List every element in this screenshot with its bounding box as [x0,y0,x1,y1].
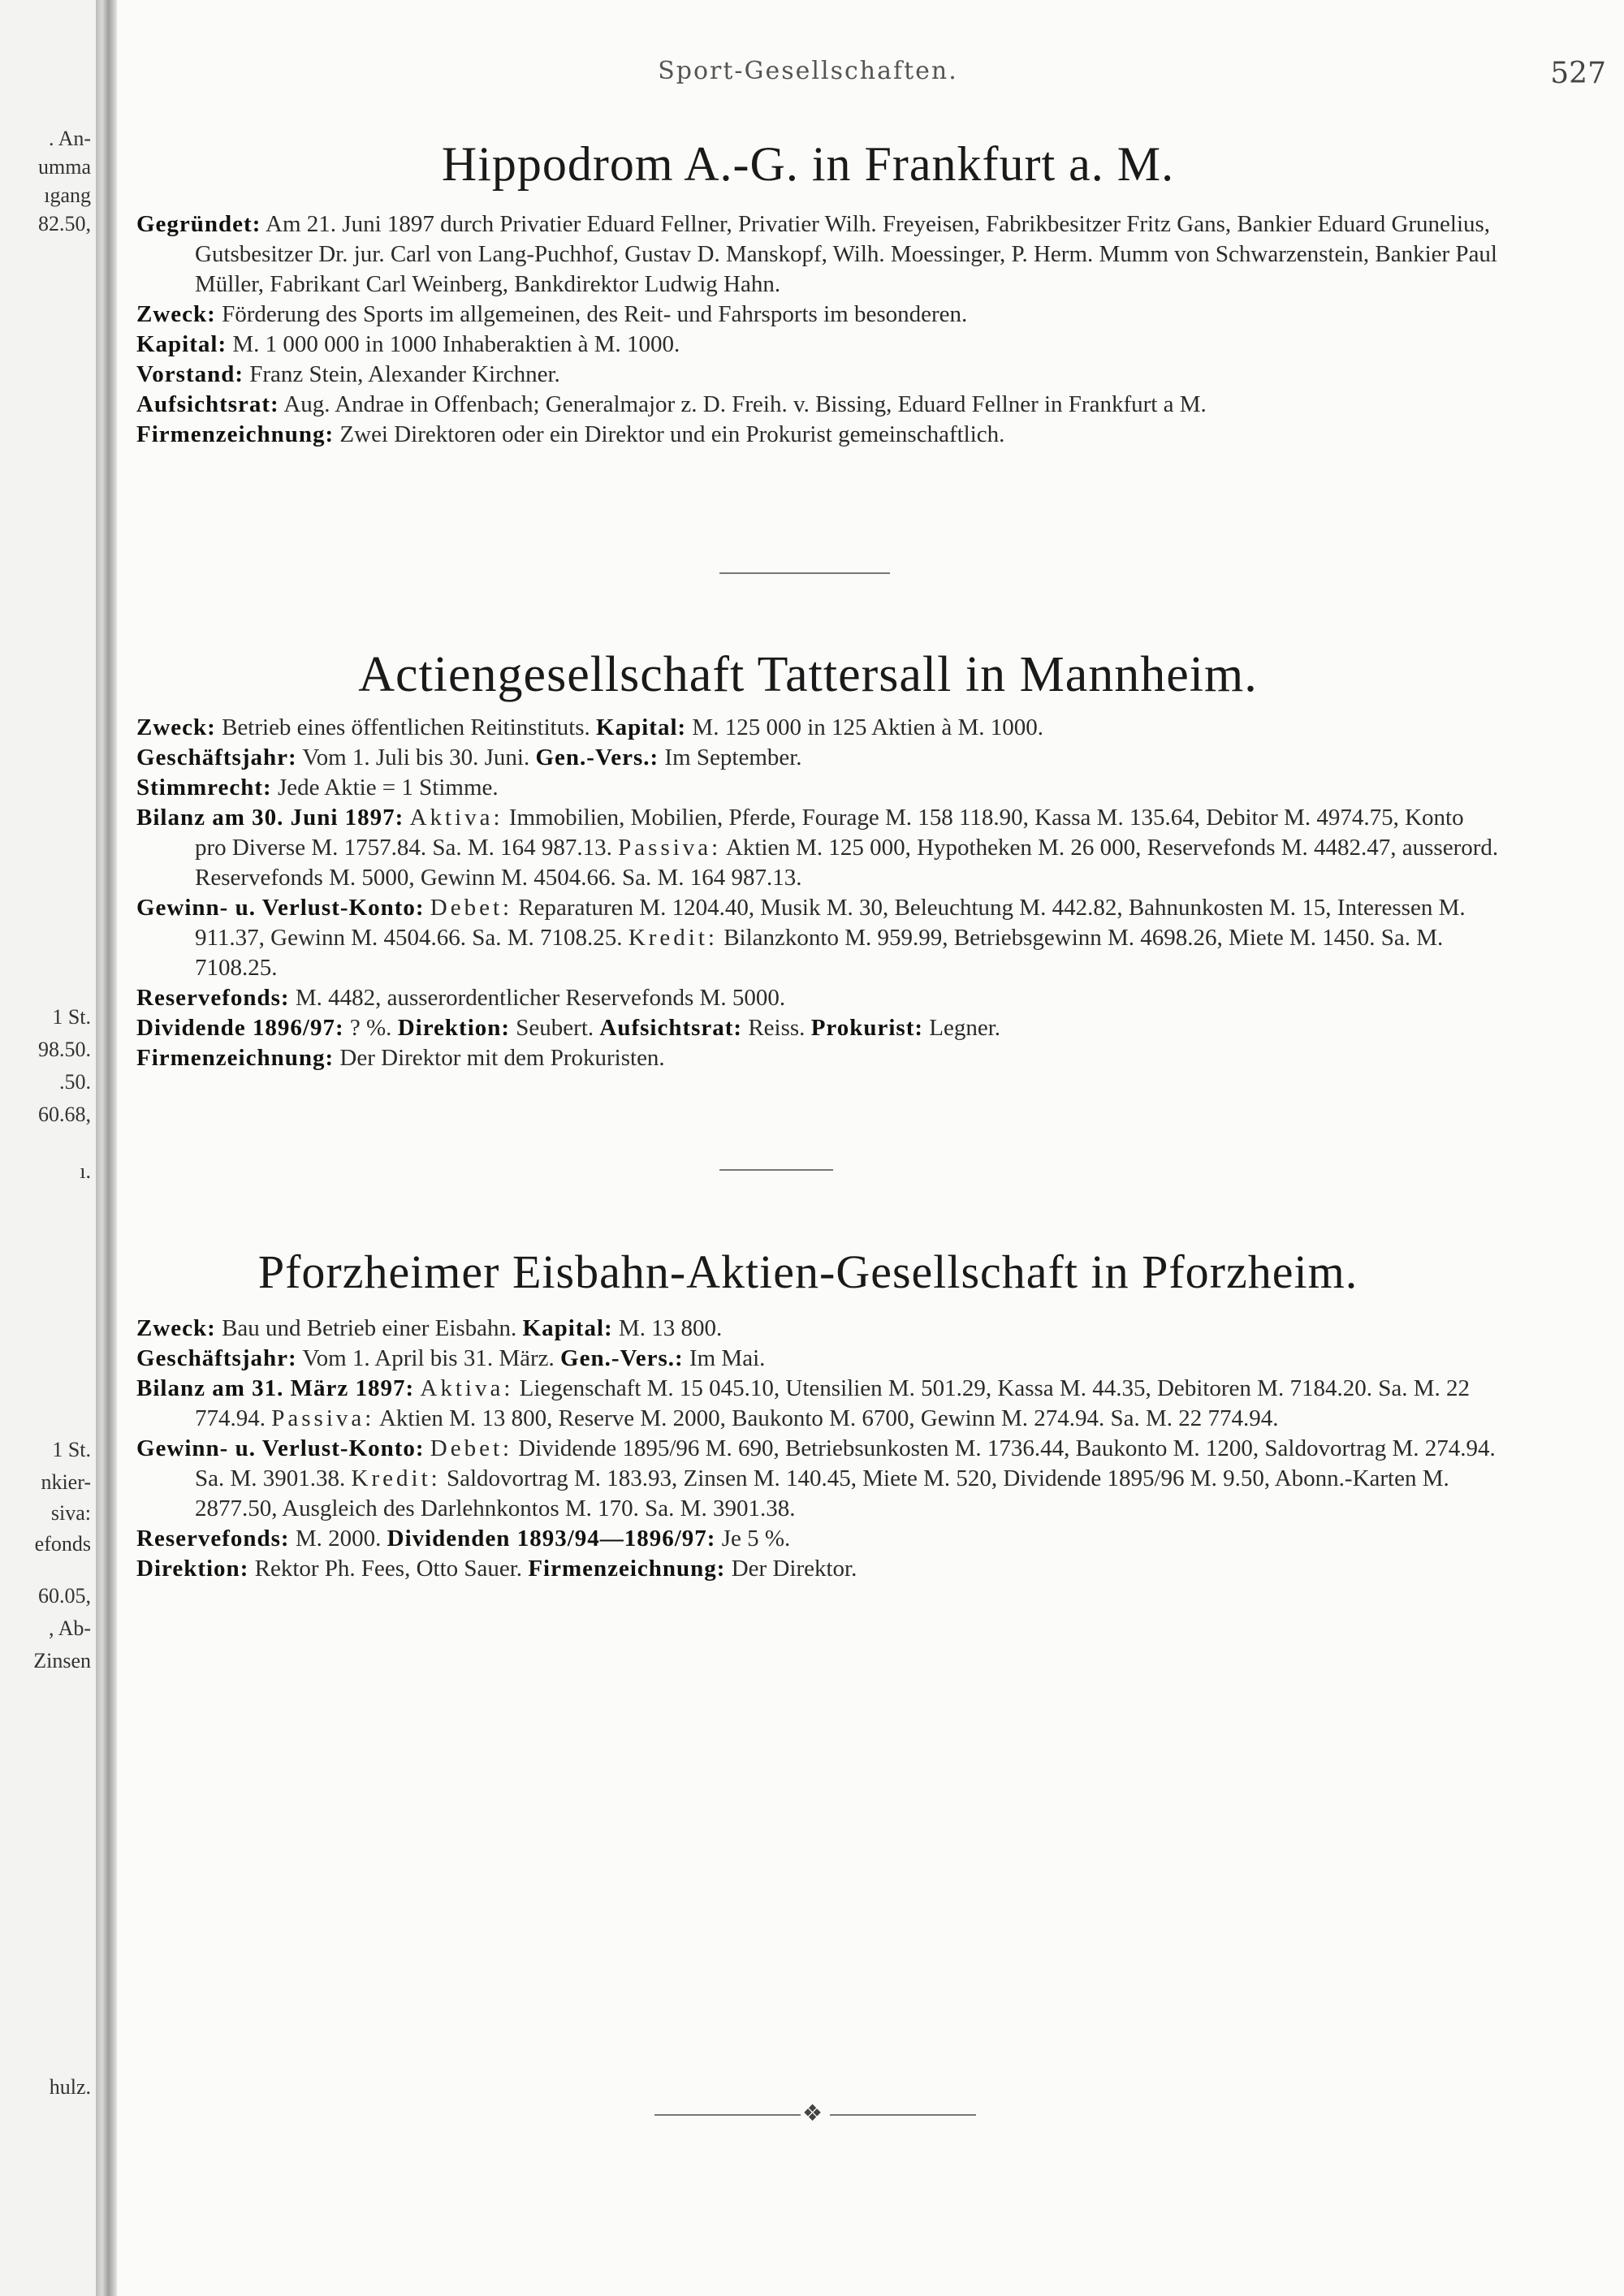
field-label: Direktion: [397,1015,511,1041]
field-label: Gegründet: [136,211,261,237]
field-value: Je 5 %. [721,1526,791,1552]
field-value: Kredit: [351,1465,441,1491]
field-label: Geschäftsjahr: [136,1345,297,1371]
field-value: Passiva: [618,835,722,861]
field-value: Im Mai. [689,1345,766,1371]
field-value: Aktien M. 125 000, Hypotheken M. 26 000, Reservefonds M. 4482.47, ausserord. Reservefonds M. 5000, Gewinn M. 4504.66. Sa. M. 164 987.13. [195,835,1499,891]
entry-line [136,1554,1501,1584]
field-value: Bilanzkonto M. 959.99, Betriebsgewinn M. 4698.26, Miete M. 1450. Sa. M. 7108.25. [195,925,1444,981]
margin-text: 98.50. [38,1038,91,1061]
field-label: Dividende 1896/97: [136,1015,344,1041]
field-label: Reservefonds: [136,1526,290,1552]
field-label: Zweck: [136,1315,216,1341]
field-label: Gen.-Vers.: [560,1345,684,1371]
field-value: Förderung des Sports im allgemeinen, des Reit- und Fahrsports im besonderen. [222,301,968,327]
ornament-diamond-icon: ❖ [802,2100,823,2126]
entry-line [136,713,1501,743]
entry-line [136,773,1501,803]
entry-line [136,360,1501,390]
field-label: Kapital: [522,1315,613,1341]
entry-line [136,1314,1501,1344]
entry-line [136,1524,1501,1554]
field-value: Passiva: [271,1405,375,1431]
ornament-rule-right [830,2114,976,2116]
section-title-hippodrom: Hippodrom A.-G. in Frankfurt a. M. [441,137,1175,191]
field-value: Reiss. [748,1015,806,1041]
margin-text: Zinsen [33,1649,91,1672]
field-value: Liegenschaft M. 15 045.10, Utensilien M. 501.29, Kassa M. 44.35, Debitoren M. 7184.20. Sa. M. 22 774.94. [195,1375,1470,1431]
field-label: Vorstand: [136,361,244,387]
field-value: M. 13 800. [618,1315,723,1341]
entry-line [136,1344,1501,1374]
field-label: Bilanz am 31. März 1897: [136,1375,415,1401]
company-entry-tattersall [136,713,1501,1073]
field-value: Franz Stein, Alexander Kirchner. [249,361,560,387]
entry-line [136,1374,1501,1434]
field-label: Prokurist: [810,1015,924,1041]
field-value: Aktiva: [420,1375,514,1401]
field-value: Rektor Ph. Fees, Otto Sauer. [254,1556,523,1582]
running-head [130,57,1616,89]
entry-line [136,1013,1501,1043]
field-value: Seubert. [516,1015,594,1041]
entry-line [136,1043,1501,1073]
field-label: Geschäftsjahr: [136,744,297,770]
margin-text: .50. [59,1070,91,1094]
field-value: Aktien M. 13 800, Reserve M. 2000, Baukonto M. 6700, Gewinn M. 274.94. Sa. M. 22 774.94. [378,1405,1279,1431]
field-label: Dividenden 1893/94—1896/97: [387,1526,716,1552]
field-value: Saldovortrag M. 183.93, Zinsen M. 140.45, Miete M. 520, Dividende 1895/96 M. 9.50, Abonn.-Karten M. 2877.50, Ausgleich des Darlehnkontos M. 170. Sa. M. 3901.38. [195,1465,1449,1521]
entry-line [136,300,1501,330]
field-label: Gewinn- u. Verlust-Konto: [136,1435,425,1461]
margin-text: nkier- [41,1470,91,1494]
field-value: Aktiva: [409,805,503,831]
running-head-title: Sport-Gesellschaften. [658,57,958,85]
margin-text: 60.05, [38,1584,91,1608]
field-label: Aufsichtsrat: [136,391,279,417]
ornament-rule-left [654,2114,801,2116]
company-entry-pforzheimer-eisbahn [136,1314,1501,1584]
field-value: Zwei Direktoren oder ein Direktor und ein Prokurist gemeinschaftlich. [339,421,1005,447]
field-value: M. 2000. [295,1526,382,1552]
field-label: Reservefonds: [136,985,290,1011]
field-value: Kredit: [628,925,718,951]
field-label: Aufsichtsrat: [599,1015,743,1041]
field-label: Firmenzeichnung: [528,1556,726,1582]
field-label: Direktion: [136,1556,249,1582]
margin-text: . An- [49,127,91,150]
section-title-pforzheimer-eisbahn: Pforzheimer Eisbahn-Aktien-Gesellschaft in Pforzheim. [257,1245,1358,1298]
field-value: Dividende 1895/96 M. 690, Betriebsunkosten M. 1736.44, Baukonto M. 1200, Saldovortrag M. 274.94. Sa. M. 3901.38. [195,1435,1496,1491]
section-divider [719,572,890,574]
field-label: Gewinn- u. Verlust-Konto: [136,895,425,921]
field-label: Gen.-Vers.: [535,744,659,770]
margin-text: ı. [80,1159,91,1183]
field-value: ? %. [349,1015,392,1041]
field-value: Reparaturen M. 1204.40, Musik M. 30, Beleuchtung M. 442.82, Bahnunkosten M. 15, Interessen M. 911.37, Gewinn M. 4504.66. Sa. M. 7108.25. [195,895,1466,951]
margin-text: 60.68, [38,1103,91,1126]
entry-line [136,803,1501,893]
field-value: M. 4482, ausserordentlicher Reservefonds M. 5000. [295,985,786,1011]
margin-text: 1 St. [52,1438,91,1461]
margin-text: hulz. [49,2075,91,2099]
adjacent-page-margin [0,0,96,2296]
margin-text: efonds [34,1532,91,1556]
field-value: Vom 1. April bis 31. März. [302,1345,555,1371]
margin-text: umma [38,155,91,179]
field-value: Bau und Betrieb einer Eisbahn. [222,1315,517,1341]
field-value: Immobilien, Mobilien, Pferde, Fourage M. 158 118.90, Kassa M. 135.64, Debitor M. 4974.75, Konto pro Diverse M. 1757.84. Sa. M. 164 987.13. [195,805,1464,861]
company-entry-hippodrom [136,209,1501,450]
field-value: M. 125 000 in 125 Aktien à M. 1000. [692,714,1044,740]
field-value: M. 1 000 000 in 1000 Inhaberaktien à M. 1000. [232,331,680,357]
entry-line [136,330,1501,360]
entry-line [136,1434,1501,1524]
field-label: Kapital: [136,331,227,357]
field-label: Firmenzeichnung: [136,1045,335,1071]
field-value: Legner. [929,1015,1001,1041]
margin-text: siva: [50,1501,91,1525]
field-label: Stimmrecht: [136,775,272,801]
document-page [130,0,1616,2296]
page-number: 527 [1550,57,1606,90]
entry-line [136,893,1501,983]
field-value: Im September. [664,744,802,770]
book-binding-shadow [96,0,117,2296]
field-value: Debet: [430,895,513,921]
field-label: Bilanz am 30. Juni 1897: [136,805,404,831]
field-value: Aug. Andrae in Offenbach; Generalmajor z. D. Freih. v. Bissing, Eduard Fellner in Frankfurt a M. [283,391,1207,417]
section-title-tattersall: Actiengesellschaft Tattersall in Mannheim. [358,647,1258,702]
entry-line [136,743,1501,773]
margin-text: 82.50, [38,212,91,235]
field-label: Kapital: [596,714,687,740]
entry-line [136,420,1501,450]
field-label: Firmenzeichnung: [136,421,335,447]
section-divider [719,1169,833,1171]
field-label: Zweck: [136,301,216,327]
entry-line [136,983,1501,1013]
field-value: Jede Aktie = 1 Stimme. [277,775,499,801]
entry-line [136,209,1501,300]
margin-text: ıgang [44,183,91,207]
field-value: Am 21. Juni 1897 durch Privatier Eduard Fellner, Privatier Wilh. Freyeisen, Fabrikbesitzer Fritz Gans, Bankier Eduard Grunelius, Gutsbesitzer Dr. jur. Carl von Lang-Puchhof, Gustav D. Manskopf, Wilh. Moessinger, P. Herm. Mumm von Schwarzenstein, Bankier Paul Müller, Fabrikant Carl Weinberg, Bankdirektor Ludwig Hahn. [195,211,1497,297]
margin-text: , Ab- [49,1616,91,1640]
field-value: Vom 1. Juli bis 30. Juni. [302,744,530,770]
field-value: Betrieb eines öffentlichen Reitinstituts. [222,714,590,740]
field-value: Debet: [430,1435,513,1461]
entry-line [136,390,1501,420]
margin-text: 1 St. [52,1005,91,1029]
field-label: Zweck: [136,714,216,740]
field-value: Der Direktor. [731,1556,857,1582]
field-value: Der Direktor mit dem Prokuristen. [339,1045,665,1071]
